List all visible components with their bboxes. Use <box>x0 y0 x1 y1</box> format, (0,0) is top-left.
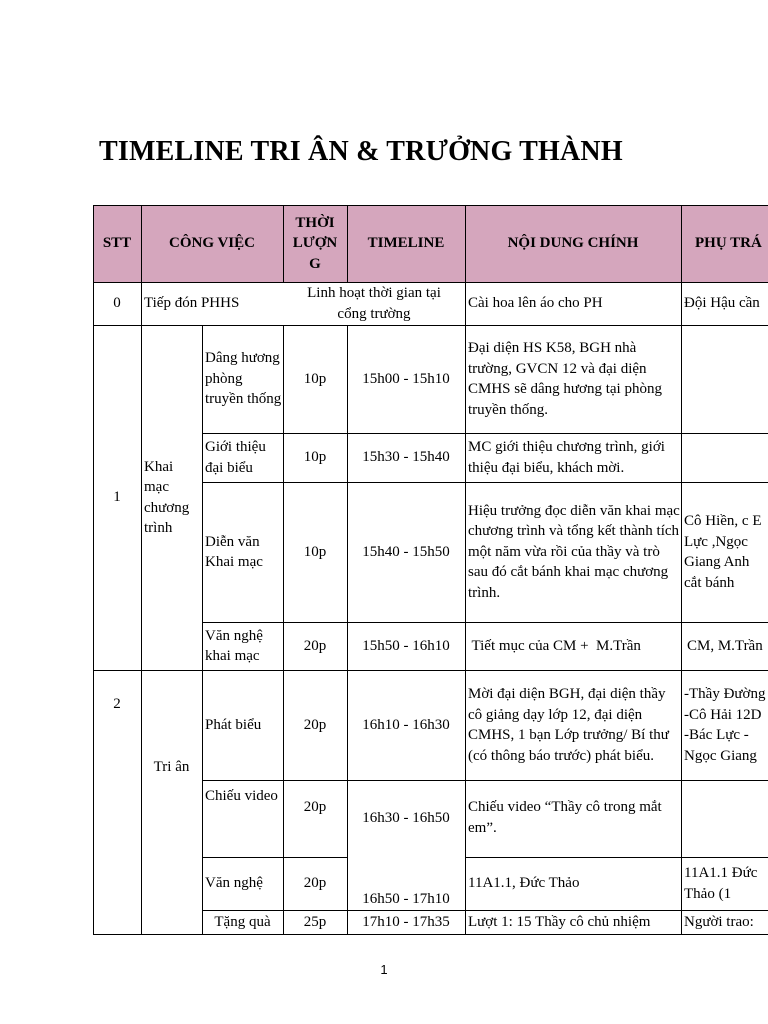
row0-stt: 0 <box>113 295 121 312</box>
row0-owner: Đội Hậu cần <box>684 295 760 312</box>
g1-item4-timeline: 15h50 - 16h10 <box>362 637 450 654</box>
g2-item2-task: Chiếu video <box>205 788 278 804</box>
grid-line <box>202 910 768 911</box>
grid-line <box>93 934 768 935</box>
group1-stt: 1 <box>113 489 121 506</box>
grid-line <box>347 205 348 282</box>
g1-item1-owner <box>681 325 768 433</box>
g2-item1-owner: -Thầy Đường -Cô Hải 12D -Bác Lực -Ngọc Giang <box>684 686 766 764</box>
g1-item3-content: Hiệu trưởng đọc diễn văn khai mạc chương trình và tổng kết thành tích một năm vừa rồi của thầy và trò sau đó cắt bánh khai mạc chương trình. <box>468 502 680 601</box>
g1-item3-owner: Cô Hiền, c E Lực ,Ngọc Giang Anh cắt bánh <box>684 513 762 591</box>
g1-item1-duration: 10p <box>303 370 327 387</box>
g2-item4-duration: 25p <box>303 913 327 930</box>
g1-item1-task: Dâng hương phòng truyền thống <box>205 350 282 408</box>
grid-line <box>93 205 768 206</box>
g2-item1-content: Mời đại diện BGH, đại diện thầy cô giảng dạy lớp 12, đại diện CMHS, 1 bạn Lớp trưởng/ Bí thư (có thông báo trước) phát biểu. <box>468 686 669 764</box>
g2-item2-content: Chiếu video “Thầy cô trong mắt em”. <box>468 799 662 836</box>
group2-stt: 2 <box>113 696 121 712</box>
g1-item3-timeline: 15h40 - 15h50 <box>362 543 450 560</box>
grid-line <box>681 205 682 934</box>
grid-line <box>283 325 284 934</box>
row0-time: Linh hoạt thời gian tại cổng trường <box>307 285 441 322</box>
g2-item3-timeline: 16h50 - 17h10 <box>362 890 450 907</box>
g1-item4-task: Văn nghệ khai mạc <box>205 627 263 664</box>
g2-item3-duration: 20p <box>303 875 327 892</box>
g2-item1-task: Phát biểu <box>205 716 262 733</box>
header-noi-dung: NỘI DUNG CHÍNH <box>465 205 681 282</box>
grid-line <box>202 780 768 781</box>
grid-line <box>202 482 768 483</box>
header-timeline: TIMELINE <box>347 205 465 282</box>
grid-line <box>465 205 466 934</box>
g2-item3-owner: 11A1.1 Đức Thảo (1 <box>684 865 758 902</box>
g2-item4-timeline: 17h10 - 17h35 <box>362 913 450 930</box>
g2-item1-timeline: 16h10 - 16h30 <box>362 716 450 733</box>
grid-line <box>465 857 768 858</box>
header-cong-viec: CÔNG VIỆC <box>141 205 283 282</box>
g2-item2-timeline: 16h30 - 16h50 <box>362 810 450 827</box>
g1-item2-owner <box>681 433 768 482</box>
grid-line <box>283 205 284 282</box>
grid-line <box>202 622 768 623</box>
g1-item4-owner: CM, M.Trần <box>687 637 763 654</box>
row0-content: Cài hoa lên áo cho PH <box>468 295 603 312</box>
row0-task: Tiếp đón PHHS <box>144 295 240 312</box>
g1-item3-duration: 10p <box>303 543 327 560</box>
g2-item3-task: Văn nghệ <box>205 875 263 892</box>
g1-item4-duration: 20p <box>303 637 327 654</box>
g2-item1-duration: 20p <box>303 716 327 733</box>
header-stt: STT <box>93 205 141 282</box>
g2-item2-owner <box>681 780 768 857</box>
g2-item4-task: Tặng quà <box>214 913 271 930</box>
grid-line <box>202 857 347 858</box>
page-number: 1 <box>380 962 388 977</box>
g1-item3-task: Diễn văn Khai mạc <box>205 533 263 570</box>
group2-task: Tri ân <box>153 758 190 775</box>
grid-line <box>347 325 348 934</box>
grid-line <box>202 325 203 934</box>
grid-line <box>141 205 142 934</box>
grid-line <box>93 282 768 283</box>
g2-item2-duration: 20p <box>303 799 327 815</box>
group1-task: Khai mạc chương trình <box>144 458 190 536</box>
g1-item1-content: Đại diện HS K58, BGH nhà trường, GVCN 12 và đại diện CMHS sẽ dâng hương tại phòng truyền thống. <box>468 340 662 418</box>
g1-item2-content: MC giới thiệu chương trình, giới thiệu đại biểu, khách mời. <box>468 439 665 476</box>
grid-line <box>202 433 768 434</box>
g2-item4-owner: Người trao: <box>684 913 754 930</box>
page-title: TIMELINE TRI ÂN & TRƯỞNG THÀNH <box>99 136 623 167</box>
grid-line <box>93 205 94 934</box>
g1-item2-timeline: 15h30 - 15h40 <box>362 449 450 466</box>
g2-item4-content: Lượt 1: 15 Thầy cô chủ nhiệm <box>468 913 651 930</box>
grid-line <box>93 670 768 671</box>
g1-item2-task: Giới thiệu đại biểu <box>205 439 266 476</box>
g1-item2-duration: 10p <box>303 449 327 466</box>
g2-item3-content: 11A1.1, Đức Thảo <box>468 875 580 892</box>
g1-item1-timeline: 15h00 - 15h10 <box>362 370 450 387</box>
grid-line <box>93 325 768 326</box>
header-thoi-luong: THỜI LƯỢN G <box>283 205 347 282</box>
header-phu-trach: PHỤ TRÁ <box>681 205 768 282</box>
g1-item4-content: Tiết mục của CM + M.Trần <box>468 637 641 654</box>
